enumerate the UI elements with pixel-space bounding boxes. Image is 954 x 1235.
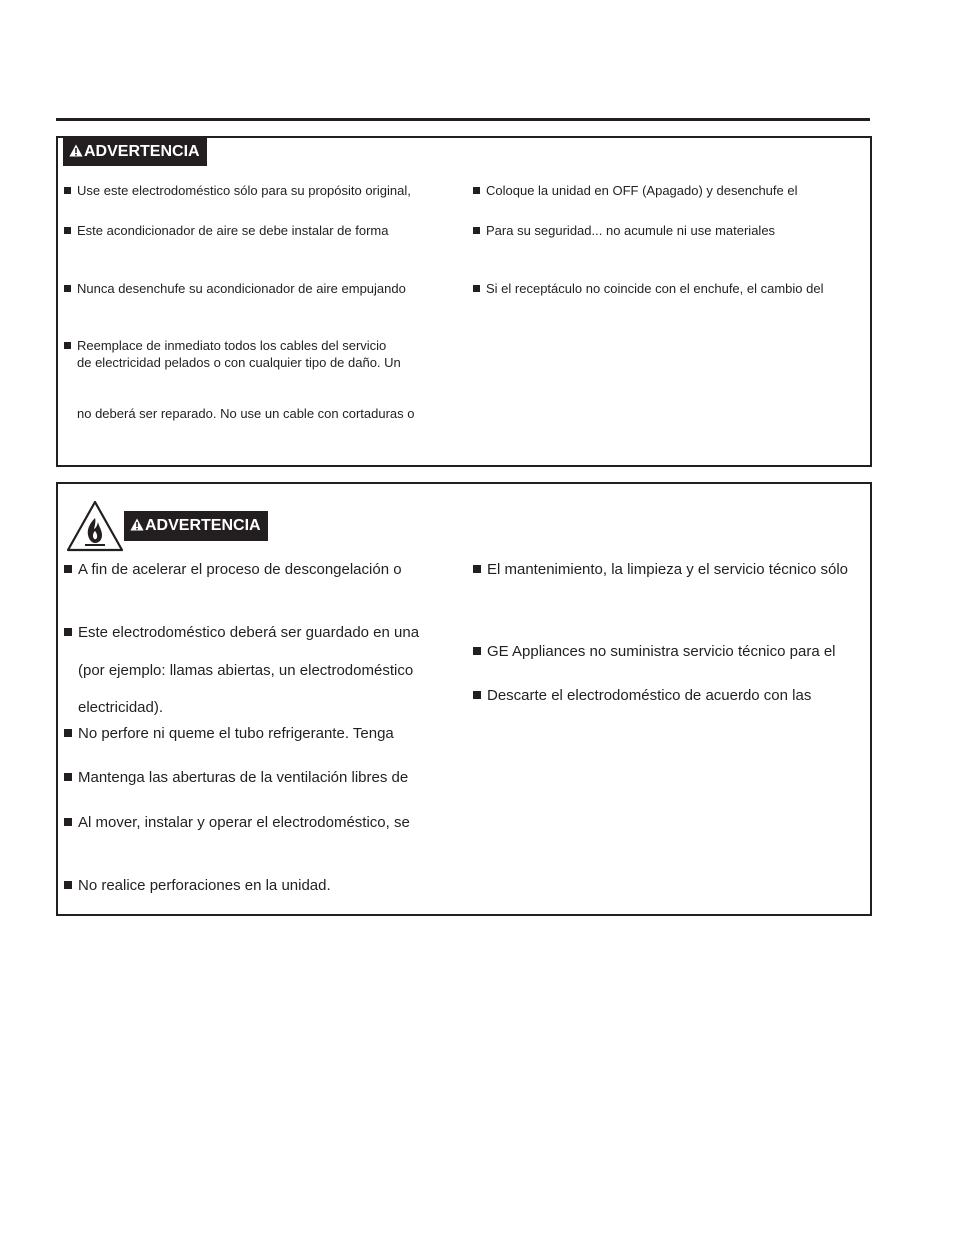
list-item-continuation: de electricidad pelados o con cualquier tipo de daño. Un [77, 355, 401, 370]
bullet-square-icon [64, 818, 72, 826]
list-item: Descarte el electrodoméstico de acuerdo con las [473, 687, 811, 704]
warning-box-flammable [56, 482, 872, 916]
bullet-square-icon [473, 565, 481, 573]
warning-badge-label: ADVERTENCIA [84, 143, 200, 160]
warning-triangle-icon [69, 139, 83, 167]
bullet-square-icon [64, 565, 72, 573]
list-item-continuation: no deberá ser reparado. No use un cable con cortaduras o [77, 406, 415, 421]
list-item: Reemplace de inmediato todos los cables del servicio [64, 338, 386, 353]
warning-box-electrical [56, 136, 872, 467]
flammable-warning-icon [66, 500, 124, 557]
bullet-square-icon [64, 342, 71, 349]
bullet-square-icon [473, 285, 480, 292]
list-item: Mantenga las aberturas de la ventilación libres de [64, 769, 408, 786]
list-item: El mantenimiento, la limpieza y el servicio técnico sólo [473, 561, 848, 578]
list-item: Use este electrodoméstico sólo para su propósito original, [64, 183, 411, 198]
bullet-square-icon [473, 187, 480, 194]
bullet-square-icon [473, 227, 480, 234]
bullet-square-icon [64, 628, 72, 636]
bullet-square-icon [64, 881, 72, 889]
warning-triangle-icon [130, 512, 144, 542]
warning-badge-label: ADVERTENCIA [145, 517, 261, 534]
list-item: Este electrodoméstico deberá ser guardado en una [64, 624, 419, 641]
list-item: Nunca desenchufe su acondicionador de aire empujando [64, 281, 406, 296]
bullet-square-icon [64, 773, 72, 781]
list-item: No realice perforaciones en la unidad. [64, 877, 331, 894]
list-item-continuation: (por ejemplo: llamas abiertas, un electrodoméstico [78, 662, 414, 679]
warning-badge [124, 511, 268, 541]
list-item: Al mover, instalar y operar el electrodoméstico, se [64, 814, 410, 831]
top-rule [56, 118, 870, 121]
bullet-square-icon [64, 285, 71, 292]
bullet-square-icon [64, 729, 72, 737]
list-item: Para su seguridad... no acumule ni use materiales [473, 223, 775, 238]
list-item: A fin de acelerar el proceso de descongelación o [64, 561, 402, 578]
list-item: Coloque la unidad en OFF (Apagado) y desenchufe el [473, 183, 797, 198]
bullet-square-icon [473, 647, 481, 655]
list-item: GE Appliances no suministra servicio técnico para el [473, 643, 836, 660]
list-item-continuation: electricidad). [78, 699, 164, 716]
list-item: Este acondicionador de aire se debe instalar de forma [64, 223, 388, 238]
list-item: No perfore ni queme el tubo refrigerante. Tenga [64, 725, 394, 742]
bullet-square-icon [473, 691, 481, 699]
bullet-square-icon [64, 187, 71, 194]
bullet-square-icon [64, 227, 71, 234]
list-item: Si el receptáculo no coincide con el enchufe, el cambio del [473, 281, 824, 296]
warning-badge [63, 138, 207, 166]
